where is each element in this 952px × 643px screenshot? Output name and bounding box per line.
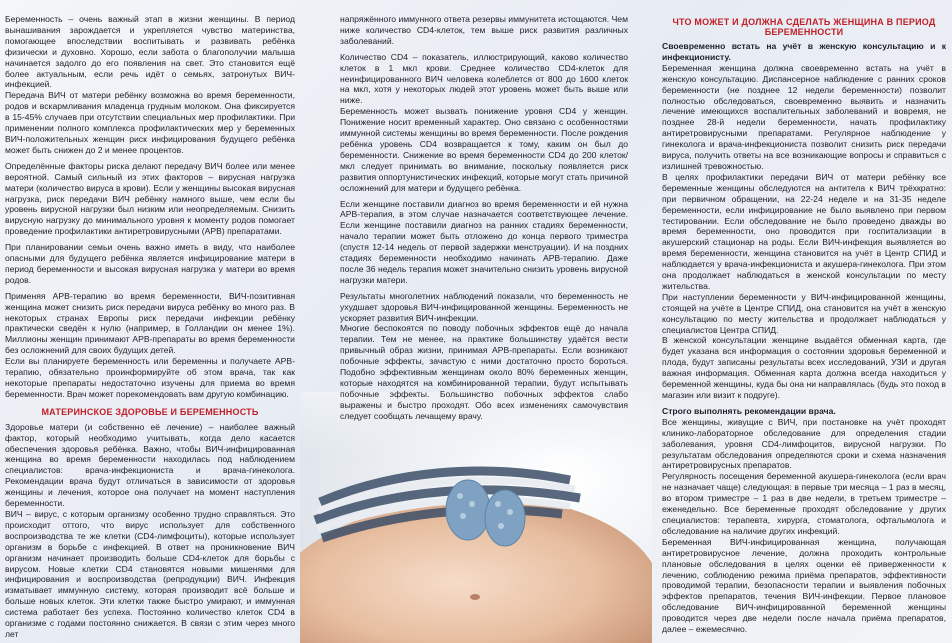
paragraph: В женской консультации женщине выдаётся обменная карта, где будет указана вся информация о состоянии здоровья беременной и плода, будут записаны результаты всех исследований, УЗИ и другая важная информация. Обменная карта должна всегда находиться у беременной женщины, куда бы она ни направлялась (будь это поход в магазин или визит к подруге).: [662, 335, 946, 400]
subheading: Строго выполнять рекомендации врача.: [662, 405, 836, 416]
paragraph: ВИЧ – вирус, с которым организму особенно трудно справляться. Это происходит оттого, что вирус использует для собственного воспроизводства те же клетки (CD4-лимфоциты), которые использует организм в борьбе с инфекцией. В ответ на проникновение ВИЧ организм начинает производить больше CD4-клеток для борьбы с вирусом. Новые клетки CD4 становятся новыми мишенями для инфицирования и воспроизводства (репродукции) ВИЧ. Инфекция изматывает иммунную систему, которая производит всё больше и больше новых клеток. Эти клетки также быстро умирают, и иммунная система работает без успеха. Постоянно количество клеток CD4 в организме с годами постоянно снижается. В связи с этим через много лет: [5, 508, 295, 639]
paragraph: Беременная женщина должна своевременно встать на учёт в женскую консультацию. Диспансерное наблюдение с ранних сроков беременности (не позднее 12 недели беременности) позволит полностью обследоваться, своевременно выявить и назначить лечение имеющихся воспалительных заболеваний и вовремя, не позднее 28-й недели беременности, начать профилактику антиретровирусными препаратами. Регулярное наблюдение у гинеколога и врача-инфекциониста позволит снизить риск передачи вируса, получить ответы на все возникающие вопросы и справиться с излишней тревожностью.: [662, 62, 946, 171]
paragraph: Все женщины, живущие с ВИЧ, при постановке на учёт проходят клинико-лабораторное обследование для определения стадии заболевания, уровня CD4-лимфоцитов, вирусной нагрузки. По результатам обследования определяются сроки и схема назначения антиретровирусных препаратов.: [662, 416, 946, 471]
paragraph: Регулярность посещения беременной акушера-гинеколога (если врач не назначает чаще) следующая: в первые три месяца – 1 раз в месяц, во втором триместре – 1 раз в две недели, в третьем триместре – еженедельно. Все беременные проходят обследование у других специалистов: терапевта, хирурга, стоматолога, офтальмолога и обследование на наличие других инфекций.: [662, 471, 946, 536]
paragraph: Многие беспокоятся по поводу побочных эффектов ещё до начала терапии. Тем не менее, на практике большинству удаётся вести привычный образ жизни, принимая АРВ-препараты. Если возникают побочные эффекты, зачастую с ними достаточно просто бороться. Подобно эффективным женщинам около 80% беременных женщин, которые находятся на комбинированной терапии, будут испытывать побочные эффекты. Большинство побочных эффектов слабо выражены и быстро проходят. Обо всех изменениях самочувствия следует сообщать лечащему врачу.: [340, 323, 628, 421]
paragraph: Беременная ВИЧ-инфицированная женщина, получающая антиретровирусное лечение, должна проходить контрольные плановые обследования в целях оценки её приверженности к лечению, соблюдению режима приёма препаратов, эффективности проводимой терапии, безопасности терапии и выявления побочных эффектов препаратов, течения ВИЧ-инфекции. Первое плановое обследование ВИЧ-инфицированной беременной женщины проводится через две недели после начала приёма препаратов, далее – ежемесячно.: [662, 536, 946, 635]
paragraph: Если женщине поставили диагноз во время беременности и ей нужна АРВ-терапия, в этом случае назначается соответствующее лечение. Если женщине поставили диагноз на ранних стадиях беременности, начало терапии может быть отложено до конца первого триместра (спустя 12-14 недель от первой задержки менструации). И на поздних стадиях беременности необходимо начинать АРВ-терапию. Даже после 36 недель терапия может значительно снизить уровень вирусной нагрузки матери.: [340, 198, 628, 285]
paragraph: Определённые факторы риска делают передачу ВИЧ более или менее вероятной. Самый сильный из этих факторов – вирусная нагрузка матери (количество вируса в крови). Если у женщины высокая вирусная нагрузка, риск передачи ВИЧ ребёнку намного выше, чем если бы уровень вирусной нагрузки был низким или неопределяемым. Снизить вирусную нагрузку до минимального уровня к моменту родов помогает проведение профилактики антиретровирусными (АРВ) препаратами.: [5, 160, 295, 237]
paragraph: Если вы планируете беременность или беременны и получаете АРВ-терапию, обязательно проинформируйте об этом врача, так как некоторые препараты недостаточно изучены для приема во время беременности. Врач может порекомендовать вам другую комбинацию.: [5, 356, 295, 399]
paragraph: Беременность – очень важный этап в жизни женщины. В период вынашивания зарождается и укрепляется чувство материнства, помогающее впоследствии воспитывать и развивать ребёнка физически и духовно. Хорошо, если забота о благополучии малыша начинается задолго до его появления на свет. Это становится ещё более актуальным, если речь идёт о семьях, затронутых ВИЧ-инфекцией.: [5, 14, 295, 90]
paragraph: При наступлении беременности у ВИЧ-инфицированной женщины, стоящей на учёте в Центре СПИД, она становится на учёт в женскую консультацию по месту жительства и продолжает наблюдаться у специалистов Центра СПИД.: [662, 291, 946, 335]
paragraph: Передача ВИЧ от матери ребёнку возможна во время беременности, родов и вскармливания младенца грудным молоком. Она фиксируется в 15-45% случаев при отсутствии специальных мер профилактики. При применении полного комплекса профилактических мер у беременных ВИЧ-положительных женщин риск инфицирования будущего ребёнка может быть снижен до 2 и менее процентов.: [5, 90, 295, 155]
paragraph: напряжённого иммунного ответа резервы иммунитета истощаются. Чем ниже количество CD4-клеток, тем выше риск развития различных заболеваний.: [340, 14, 628, 46]
column-middle: [340, 14, 628, 444]
paragraph: При планировании семьи очень важно иметь в виду, что наиболее опасными для будущего ребёнка является инфицирование матери в период беременности и высокая вирусная нагрузка у матери во время родов.: [5, 242, 295, 285]
paragraph: Здоровье матери (и собственно её лечение) – наиболее важный фактор, который необходимо учитывать, когда дело касается обеспечения здоровья ребёнка. Важно, чтобы ВИЧ-инфицированная женщина во время беременности находилась под наблюдением специалистов: врача-инфекциониста и врача-гинеколога. Рекомендации врача будут отличаться в зависимости от здоровья женщины и лечения, которое она получает на момент наступления беременности.: [5, 421, 295, 509]
paragraph: В целях профилактики передачи ВИЧ от матери ребёнку все беременные женщины обследуются на антитела к ВИЧ трёхкратно: при первичном обращении, на 22-24 неделе и на 31-35 неделе беременности, если инфицирование не было выявлено при первом тестировании. Если обследование не было проведено дважды во время беременности, оно проводится при госпитализации в акушерский стационар на роды. Если ВИЧ-инфекция выявляется во время беременности, женщина становится на учёт в Центр СПИД и наблюдается у врача-инфекциониста и акушера-гинеколога. При этом она продолжает наблюдаться в женской консультации по месту жительства.: [662, 171, 946, 291]
paragraph: Количество CD4 – показатель, иллюстрирующий, каково количество клеток в 1 мкл крови. Среднее количество CD4-клеток для неинфицированного ВИЧ человека колеблется от 800 до 1600 клеток на мкл, хотя у некоторых людей этот уровень может быть выше или ниже.: [340, 51, 628, 106]
column-right: [662, 17, 946, 641]
section-heading: ЧТО МОЖЕТ И ДОЛЖНА СДЕЛАТЬ ЖЕНЩИНА В ПЕРИОД БЕРЕМЕННОСТИ: [672, 17, 936, 37]
paragraph: Результаты многолетних наблюдений показали, что беременность не ухудшает здоровья ВИЧ-инфицированной женщины. Беременность не ускоряет развития ВИЧ-инфекции.: [340, 290, 628, 323]
paragraph: Беременность может вызвать понижение уровня CD4 у женщин. Понижение носит временный характер. Оно связано с особенностями иммунной системы женщины во время беременности. После рождения ребёнка уровень CD4 возвращается к тому, каким он был до беременности. Снижение во время беременности CD4 до 200 клеток/мкл следует принимать во внимание, поскольку появляется риск развития оппортунистических инфекций, которые могут стать причиной осложнений для матери и будущего ребёнка.: [340, 106, 628, 193]
subheading: Своевременно встать на учёт в женскую консультацию и к инфекционисту.: [662, 41, 946, 62]
column-left: [5, 14, 295, 640]
section-heading: МАТЕРИНСКОЕ ЗДОРОВЬЕ И БЕРЕМЕННОСТЬ: [41, 406, 259, 417]
paragraph: Применяя АРВ-терапию во время беременности, ВИЧ-позитивная женщина может снизить риск передачи вируса ребёнку во много раз. В некоторых странах Европы риск передачи инфекции ребёнку практически сведён к нулю (например, в Голландии он менее 1%). Миллионы женщин принимают АРВ-препараты во время беременности без осложнений для своих будущих детей.: [5, 290, 295, 356]
